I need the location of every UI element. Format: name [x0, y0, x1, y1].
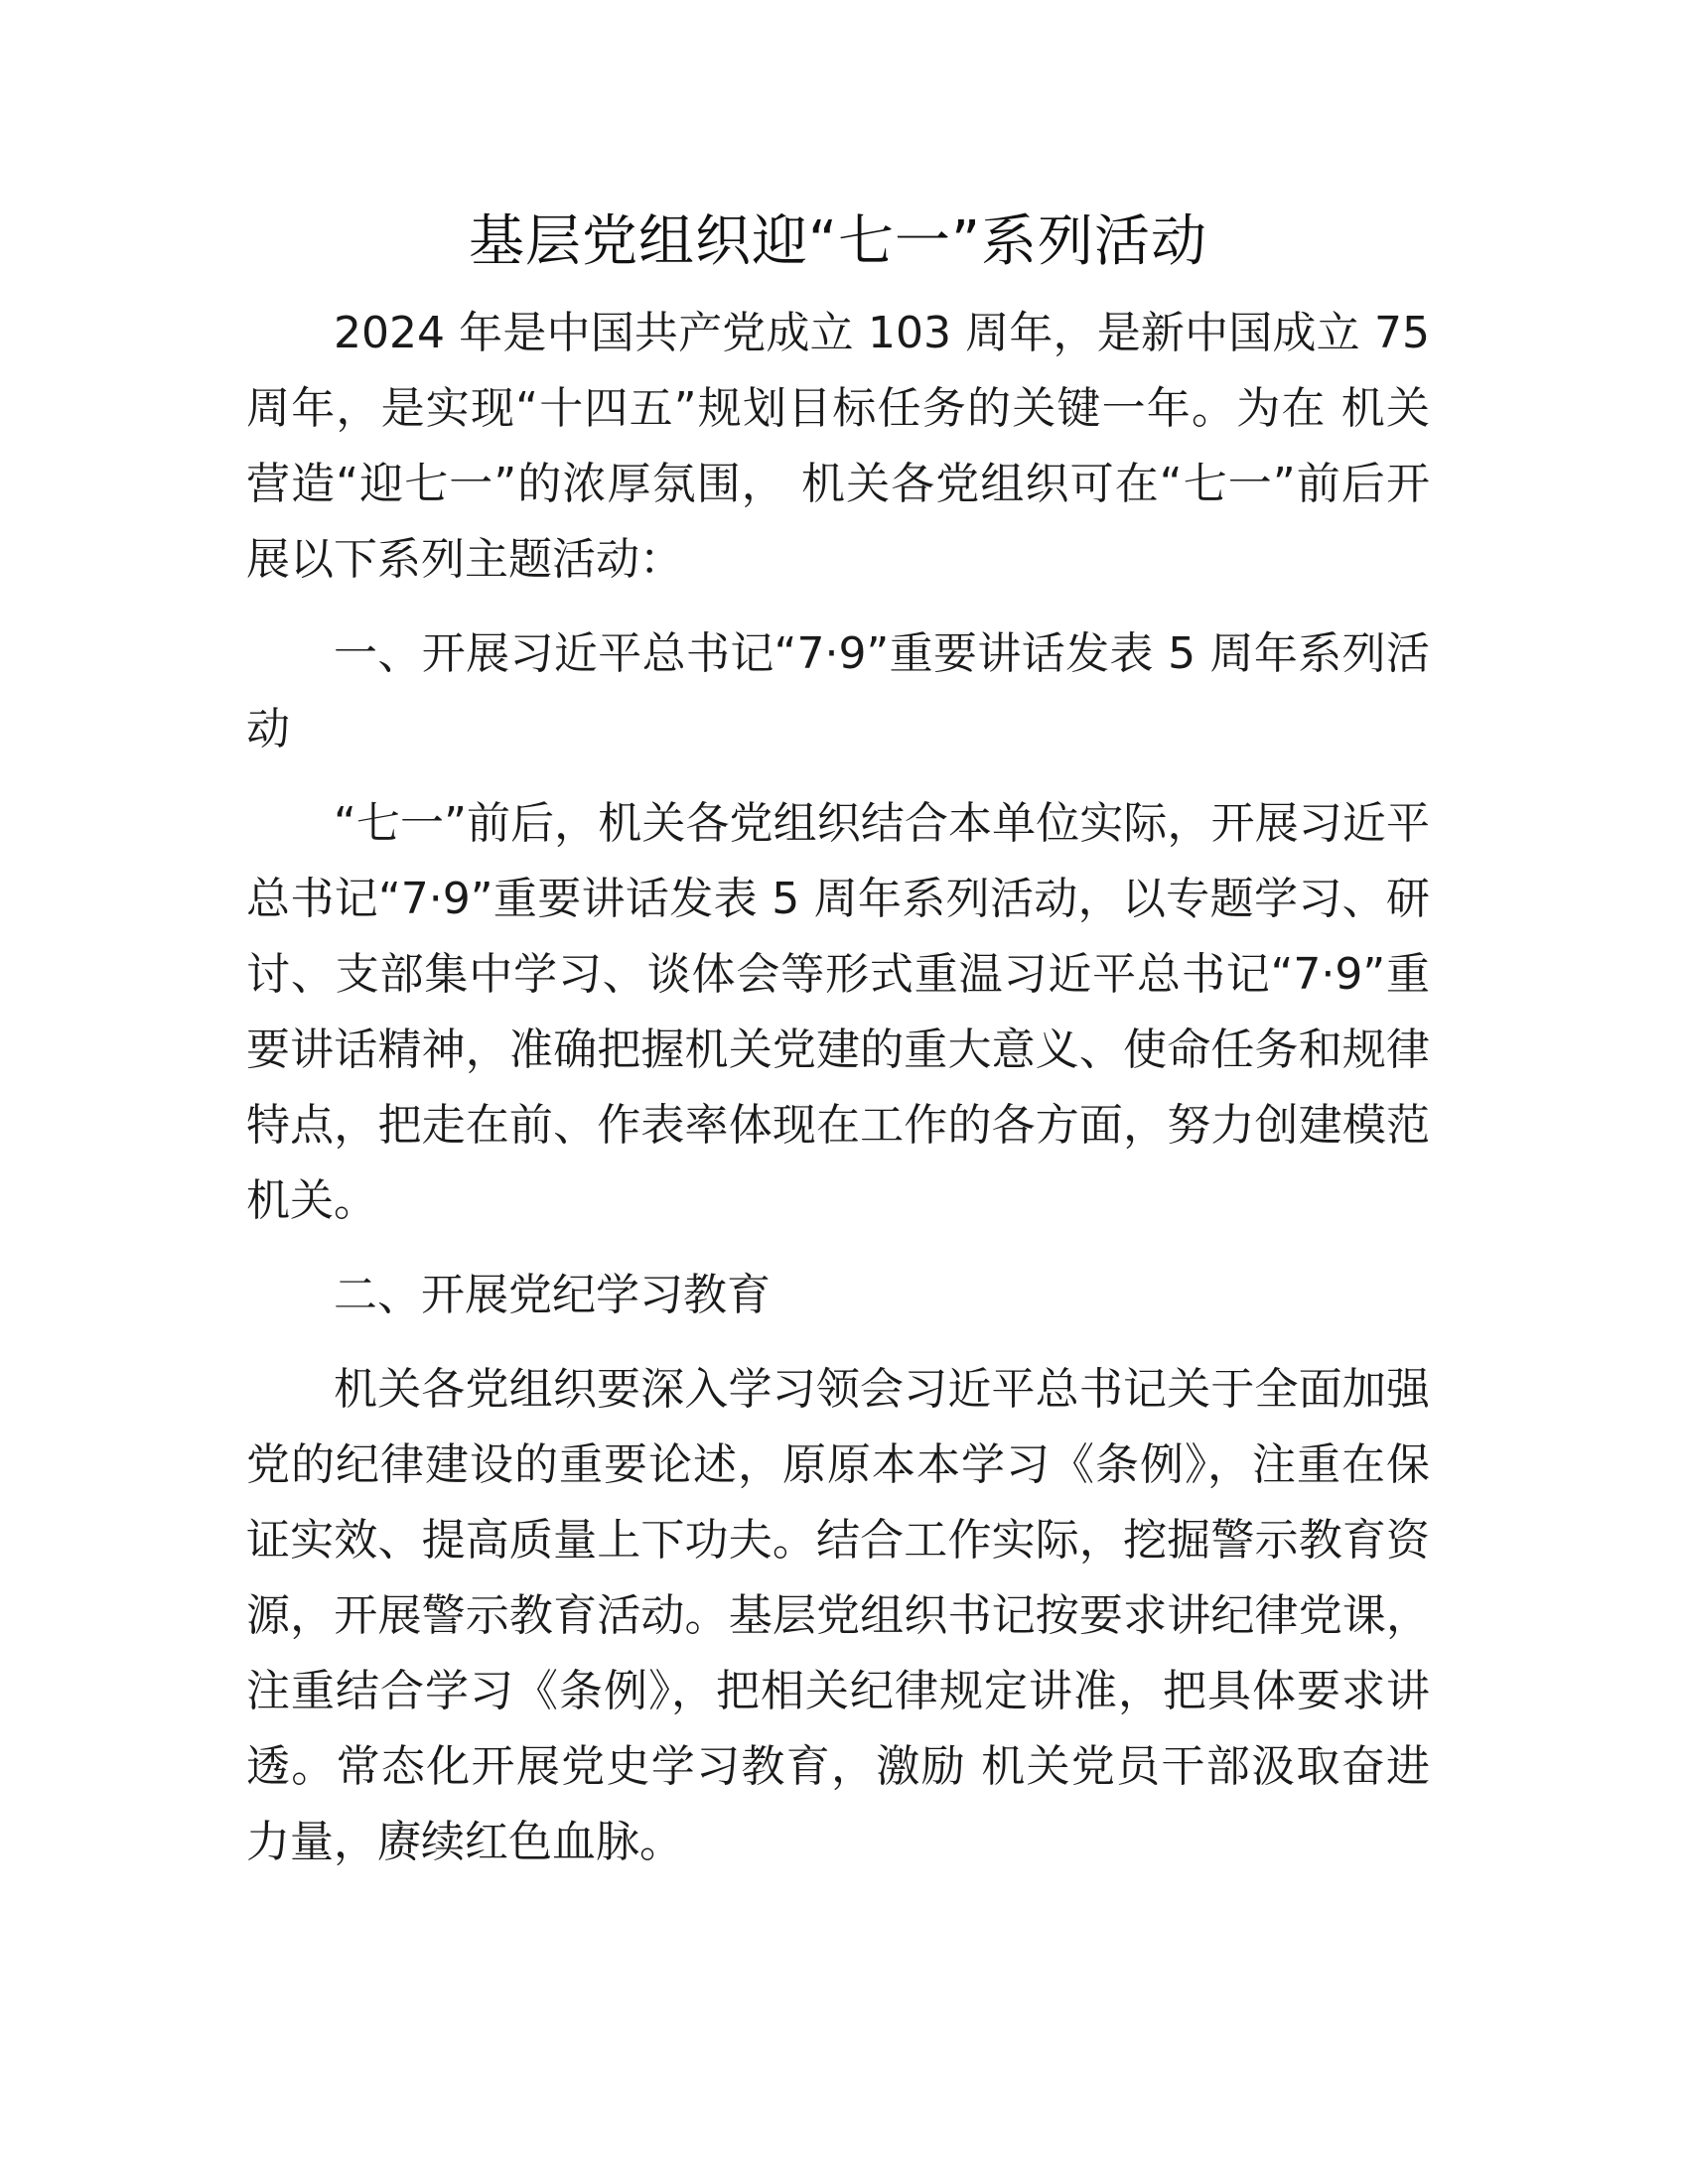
- document-title: 基层党组织迎“七一”系列活动: [468, 209, 1208, 274]
- document-content: [246, 199, 1430, 1899]
- section-1-body: “七一”前后，机关各党组织结合本单位实际，开展习近平总书记“7·9”重要讲话发表 5 周年系列活动，以专题学习、研讨、支部集中学习、谈体会等形式重温习近平总书记“7·9”重要讲话精神，准确把握机关党建的重大意义、使命任务和规律特点，把走在前、作表率体现在工作的各方面，努力创建模范机关。: [246, 798, 1430, 1226]
- section-2-heading: 二、开展党纪学习教育: [334, 1270, 771, 1320]
- intro-paragraph: 2024 年是中国共产党成立 103 周年，是新中国成立 75 周年，是实现“十四五”规划目标任务的关键一年。为在 机关营造“迎七一”的浓厚氛围， 机关各党组织可在“七一”前后开展以下系列主题活动：: [246, 308, 1430, 585]
- section-2-body: 机关各党组织要深入学习领会习近平总书记关于全面加强党的纪律建设的重要论述，原原本本学习《条例》，注重在保证实效、提高质量上下功夫。结合工作实际，挖掘警示教育资源，开展警示教育活动。基层党组织书记按要求讲纪律党课，注重结合学习《条例》，把相关纪律规定讲准，把具体要求讲透。常态化开展党史学习教育，激励 机关党员干部汲取奋进力量，赓续红色血脉。: [246, 1364, 1430, 1867]
- section-1-heading: 一、开展习近平总书记“7·9”重要讲话发表 5 周年系列活动: [246, 628, 1430, 754]
